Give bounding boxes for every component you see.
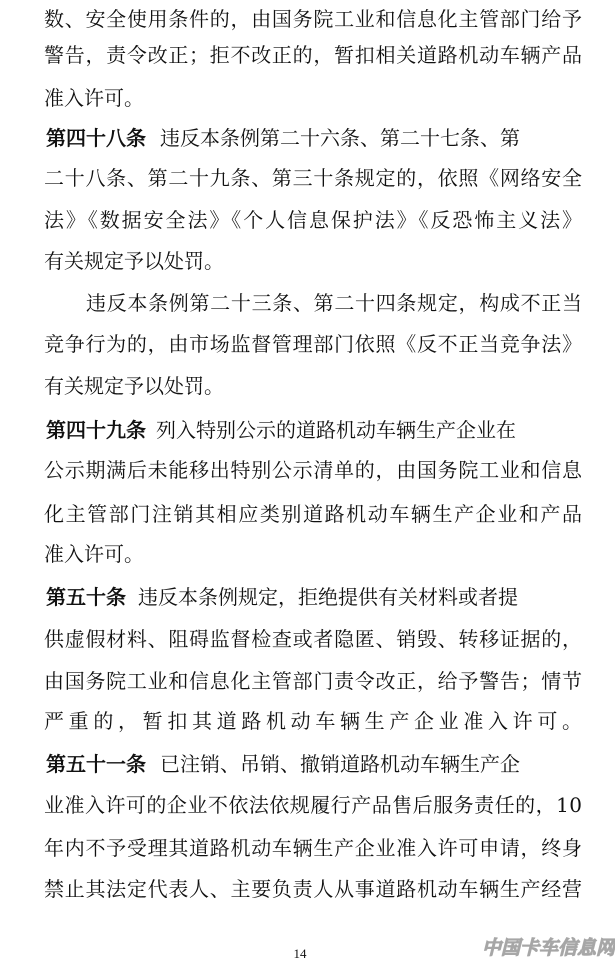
article-heading: 第四十八条: [46, 126, 146, 150]
line-text: 违反本条例第二十六条、第二十七条、第: [160, 126, 520, 150]
text-line: [0, 666, 600, 696]
line-text: 严重的，暂扣其道路机动车辆生产企业准入许可。: [44, 709, 587, 733]
line-text: 有关规定予以处罚。: [44, 249, 224, 273]
line-text: 供虚假材料、阻碍监督检查或者隐匿、销毁、转移证据的，: [44, 627, 583, 651]
text-line: [0, 874, 600, 904]
article-line: [0, 582, 600, 612]
line-text: 准入许可。: [44, 86, 144, 110]
line-text: 化主管部门注销其相应类别道路机动车辆生产企业和产品: [44, 502, 584, 526]
line-text: 准入许可。: [44, 542, 144, 566]
line-text: 禁止其法定代表人、主要负责人从事道路机动车辆生产经营: [44, 877, 583, 901]
line-text: 由国务院工业和信息化主管部门责令改正，给予警告；情节: [44, 669, 583, 693]
text-line: [0, 329, 600, 359]
page-number: 14: [293, 946, 307, 961]
line-text: 警告，责令改正；拒不改正的，暂扣相关道路机动车辆产品: [44, 43, 583, 67]
line-text: 竞争行为的，由市场监督管理部门依照《反不正当竞争法》: [44, 332, 583, 356]
article-heading: 第四十九条: [46, 418, 146, 442]
text-line: [0, 4, 600, 34]
line-text: 年内不予受理其道路机动车辆生产企业准入许可申请，终身: [44, 836, 583, 860]
article-heading: 第五十条: [46, 585, 126, 609]
text-line: [0, 163, 600, 193]
line-text: 业准入许可的企业不依法依规履行产品售后服务责任的，10: [44, 793, 583, 817]
article-line: [0, 123, 600, 153]
line-text: 违反本条例第二十三条、第二十四条规定，构成不正当: [86, 291, 583, 315]
line-text: 已注销、吊销、撤销道路机动车辆生产企: [160, 752, 520, 776]
text-line: [0, 205, 600, 235]
text-line: [0, 40, 600, 70]
text-line: [0, 371, 600, 401]
watermark-logo: 中国卡车信息网: [482, 937, 615, 959]
text-line: [0, 833, 600, 863]
line-text: 有关规定予以处罚。: [44, 374, 224, 398]
line-text: 法》《数据安全法》《个人信息保护法》《反恐怖主义法》: [44, 208, 584, 232]
text-line: [0, 246, 600, 276]
text-line: [0, 790, 600, 820]
text-line: [0, 539, 600, 569]
line-text: 列入特别公示的道路机动车辆生产企业在: [156, 418, 516, 442]
line-text: 二十八条、第二十九条、第三十条规定的，依照《网络安全: [44, 166, 583, 190]
line-text: 违反本条例规定，拒绝提供有关材料或者提: [138, 585, 518, 609]
text-line: [0, 706, 600, 736]
article-heading: 第五十一条: [46, 752, 146, 776]
line-text: 数、安全使用条件的，由国务院工业和信息化主管部门给予: [44, 7, 583, 31]
text-line: [0, 499, 600, 529]
text-line: [0, 624, 600, 654]
text-line: [0, 455, 600, 485]
article-line: [0, 749, 600, 779]
text-line: [0, 83, 600, 113]
line-text: 公示期满后未能移出特别公示清单的，由国务院工业和信息: [44, 458, 583, 482]
text-line: [0, 288, 600, 318]
article-line: [0, 415, 600, 445]
